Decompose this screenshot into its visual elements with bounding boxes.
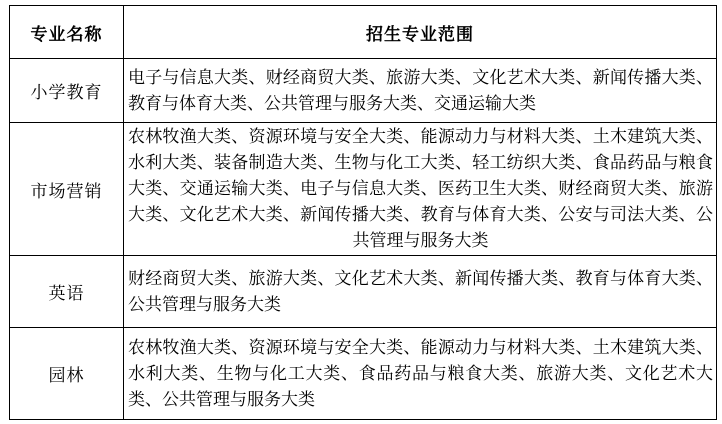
table-row xyxy=(10,123,717,256)
table-header-row xyxy=(10,6,717,59)
scope-cell: 电子与信息大类、财经商贸大类、旅游大类、文化艺术大类、新闻传播大类、教育与体育大类、公共管理与服务大类、交通运输大类 xyxy=(124,59,717,123)
major-name-cell: 园林 xyxy=(10,328,124,420)
enrollment-table-container xyxy=(9,5,716,420)
header-enrollment-scope: 招生专业范围 xyxy=(124,6,717,59)
major-name-cell: 英语 xyxy=(10,256,124,328)
scope-cell: 财经商贸大类、旅游大类、文化艺术大类、新闻传播大类、教育与体育大类、公共管理与服务大类 xyxy=(124,256,717,328)
major-name-cell: 小学教育 xyxy=(10,59,124,123)
table-row xyxy=(10,256,717,328)
major-name-cell: 市场营销 xyxy=(10,123,124,256)
table-row xyxy=(10,328,717,420)
header-major-name: 专业名称 xyxy=(10,6,124,59)
scope-cell: 农林牧渔大类、资源环境与安全大类、能源动力与材料大类、土木建筑大类、水利大类、生物与化工大类、食品药品与粮食大类、旅游大类、文化艺术大类、公共管理与服务大类 xyxy=(124,328,717,420)
enrollment-scope-table xyxy=(9,5,717,420)
scope-cell: 农林牧渔大类、资源环境与安全大类、能源动力与材料大类、土木建筑大类、水利大类、装备制造大类、生物与化工大类、轻工纺织大类、食品药品与粮食大类、交通运输大类、电子与信息大类、医药卫生大类、财经商贸大类、旅游大类、文化艺术大类、新闻传播大类、教育与体育大类、公安与司法大类、公共管理与服务大类 xyxy=(124,123,717,256)
table-row xyxy=(10,59,717,123)
